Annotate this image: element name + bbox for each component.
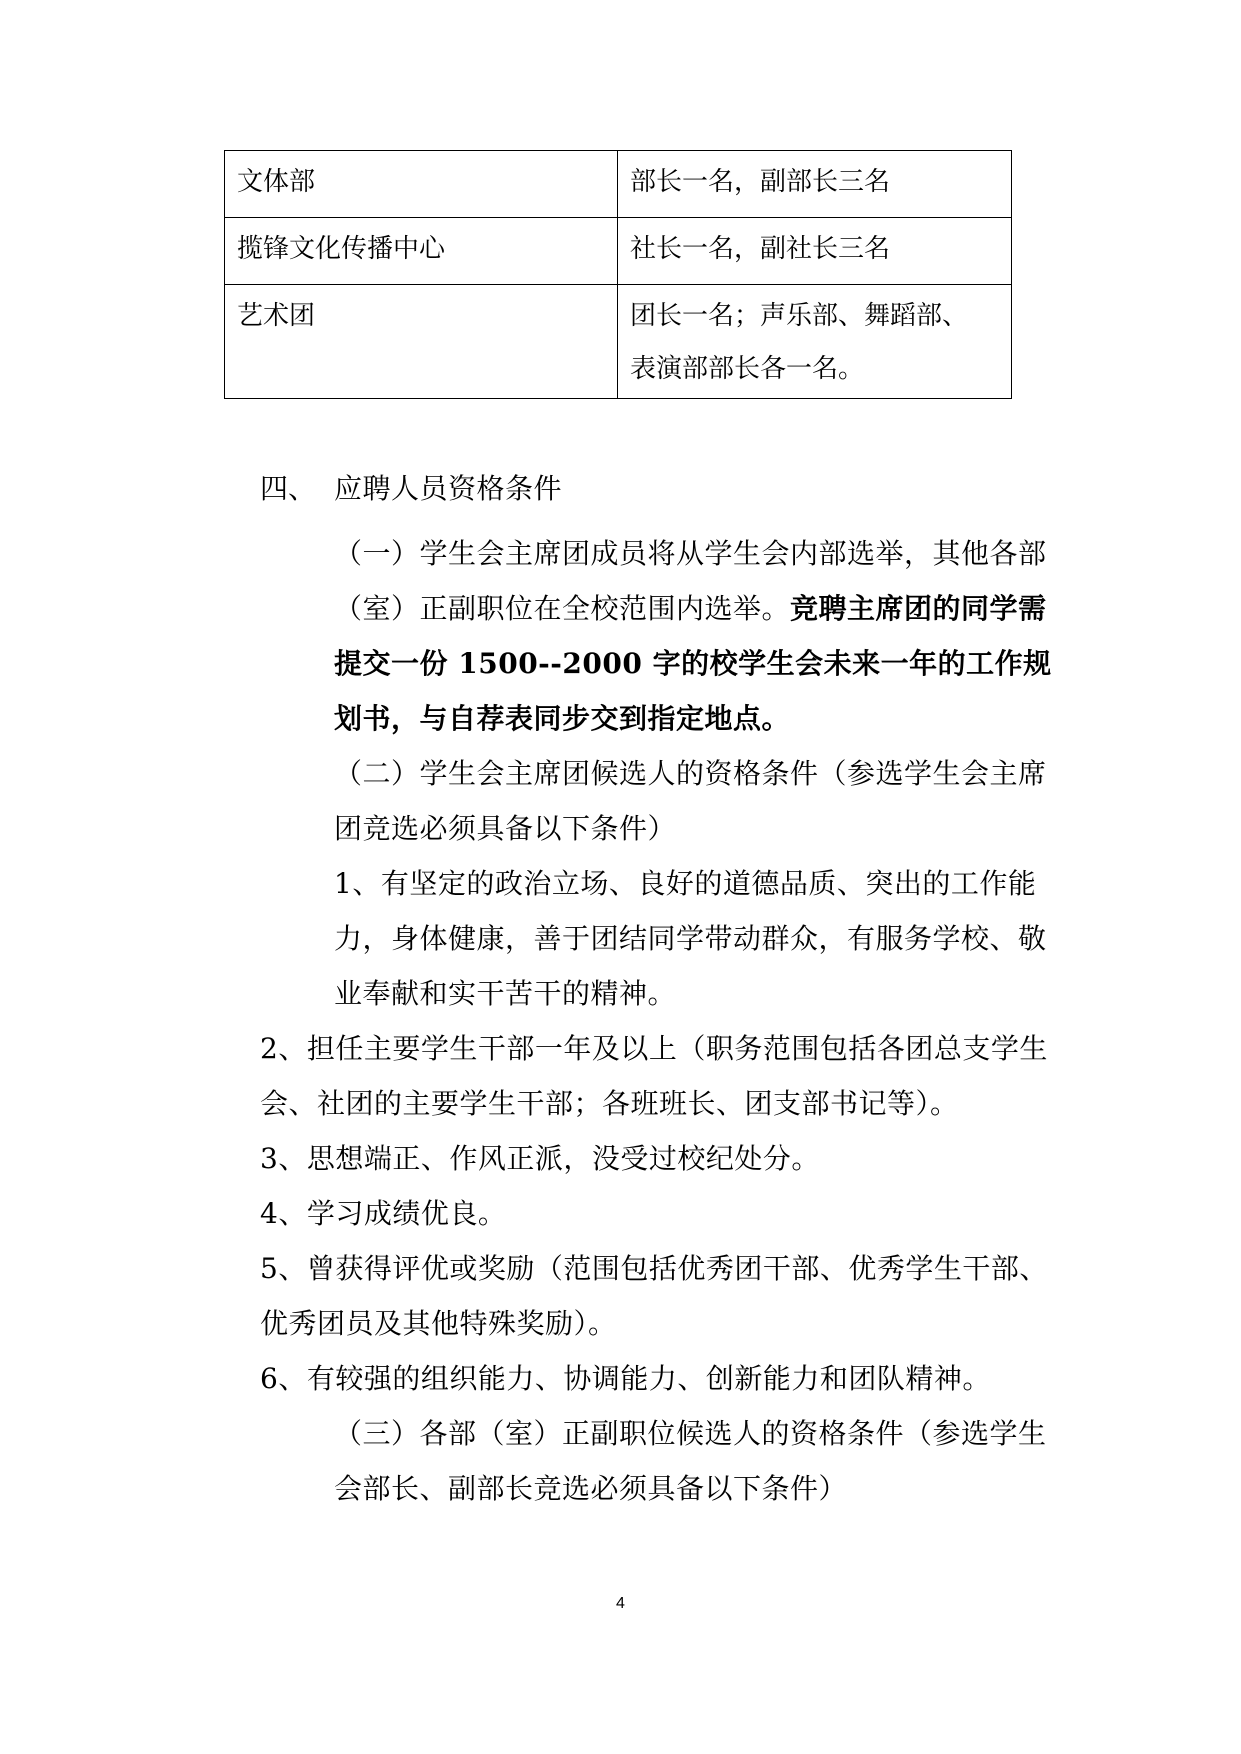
section-title: 应聘人员资格条件 bbox=[334, 472, 563, 505]
para3-line: （三）各部（室）正副职位候选人的资格条件（参选学生 bbox=[334, 1417, 1047, 1450]
table-row bbox=[225, 285, 1012, 399]
item4-line: 4、学习成绩优良。 bbox=[260, 1197, 507, 1230]
item1-line: 力，身体健康，善于团结同学带动群众，有服务学校、敬 bbox=[334, 922, 1047, 955]
item5-line: 5、曾获得评优或奖励（范围包括优秀团干部、优秀学生干部、 bbox=[260, 1252, 1048, 1285]
section-number: 四、 bbox=[260, 472, 317, 505]
para3-line: 会部长、副部长竞选必须具备以下条件） bbox=[334, 1472, 848, 1505]
table-row bbox=[225, 151, 1012, 218]
item2-line: 2、担任主要学生干部一年及以上（职务范围包括各团总支学生 bbox=[260, 1032, 1048, 1065]
para1-line-bold: 划书，与自荐表同步交到指定地点。 bbox=[334, 702, 791, 735]
table-row bbox=[225, 218, 1012, 285]
item3-line: 3、思想端正、作风正派，没受过校纪处分。 bbox=[260, 1142, 820, 1175]
para1-line: （一）学生会主席团成员将从学生会内部选举，其他各部 bbox=[334, 537, 1047, 570]
item1-line: 业奉献和实干苦干的精神。 bbox=[334, 977, 677, 1010]
para2-line: 团竞选必须具备以下条件） bbox=[334, 812, 677, 845]
para2-line: （二）学生会主席团候选人的资格条件（参选学生会主席 bbox=[334, 757, 1047, 790]
page-number: 4 bbox=[616, 1595, 625, 1612]
positions-line: 团长一名；声乐部、舞蹈部、 bbox=[630, 301, 969, 331]
table-cell-dept: 文体部 bbox=[225, 151, 618, 218]
table-cell-dept: 艺术团 bbox=[225, 285, 618, 399]
item6-line: 6、有较强的组织能力、协调能力、创新能力和团队精神。 bbox=[260, 1362, 991, 1395]
positions-line: 表演部部长各一名。 bbox=[630, 354, 865, 384]
para1-text-normal: （室）正副职位在全校范围内选举。 bbox=[334, 592, 791, 625]
table-cell-positions bbox=[618, 285, 1012, 399]
table-cell-dept: 揽锋文化传播中心 bbox=[225, 218, 618, 285]
item1-line: 1、有坚定的政治立场、良好的道德品质、突出的工作能 bbox=[334, 867, 1037, 900]
para1-line bbox=[334, 587, 1047, 627]
para1-text-bold: 竞聘主席团的同学需 bbox=[790, 592, 1047, 625]
para1-line-bold: 提交一份 1500--2000 字的校学生会未来一年的工作规 bbox=[334, 647, 1052, 680]
positions-table bbox=[224, 150, 1012, 399]
item5-line: 优秀团员及其他特殊奖励）。 bbox=[260, 1307, 617, 1340]
table-cell-positions: 社长一名，副社长三名 bbox=[618, 218, 1012, 285]
table-cell-positions: 部长一名，副部长三名 bbox=[618, 151, 1012, 218]
item2-line: 会、社团的主要学生干部；各班班长、团支部书记等）。 bbox=[260, 1087, 959, 1120]
